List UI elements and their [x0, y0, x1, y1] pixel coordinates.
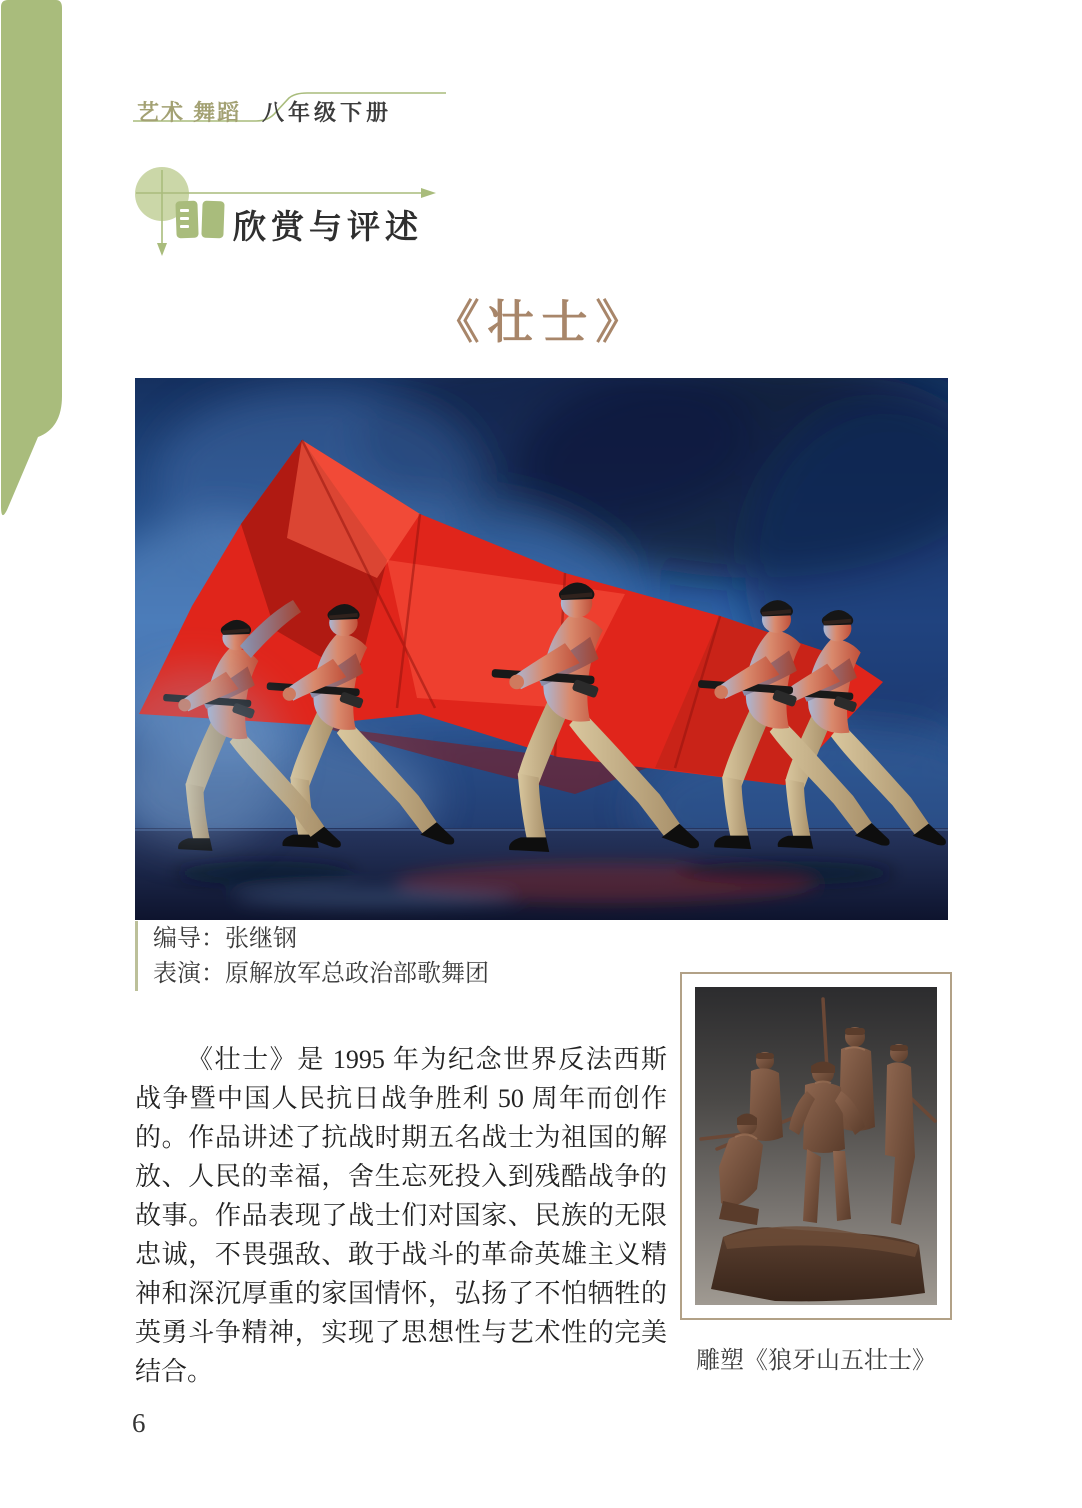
arrow-down-icon — [157, 243, 167, 256]
sculpture-caption: 雕塑《狼牙山五壮士》 — [696, 1346, 936, 1374]
photo-caption-block — [135, 921, 695, 991]
caption-performer: 表演：原解放军总政治部歌舞团 — [153, 959, 489, 987]
caption-director: 编导：张继钢 — [153, 924, 297, 952]
header-grade-label: 八年级下册 — [262, 100, 393, 125]
lesson-description: 《壮士》是 1995 年为纪念世界反法西斯战争暨中国人民抗日战争胜利 50 周年而创作的。作品讲述了抗战时期五名战士为祖国的解放、人民的幸福，舍生忘死投入到残酷战争的故事。作品表现了战士们对国家、民族的无限忠诚，不畏强敌、敢于战斗的革命英雄主义精神和深沉厚重的家国情怀，弘扬了不怕牺牲的英勇斗争精神，实现了思想性与艺术性的完美结合。 — [135, 1045, 667, 1386]
stage-photo — [135, 378, 948, 920]
page-number: 6 — [132, 1408, 146, 1438]
open-book-icon — [175, 198, 227, 242]
sculpture-illustration — [695, 987, 937, 1305]
sidebar-green-bar — [0, 0, 70, 530]
header-subject-label: 艺术 舞蹈 — [137, 100, 242, 125]
arrow-right-icon — [421, 188, 436, 198]
sculpture-figure — [680, 972, 952, 1320]
section-title: 欣赏与评述 — [233, 208, 423, 245]
dance-photo-illustration — [135, 378, 948, 920]
lesson-title: 《壮士》 — [433, 297, 650, 348]
